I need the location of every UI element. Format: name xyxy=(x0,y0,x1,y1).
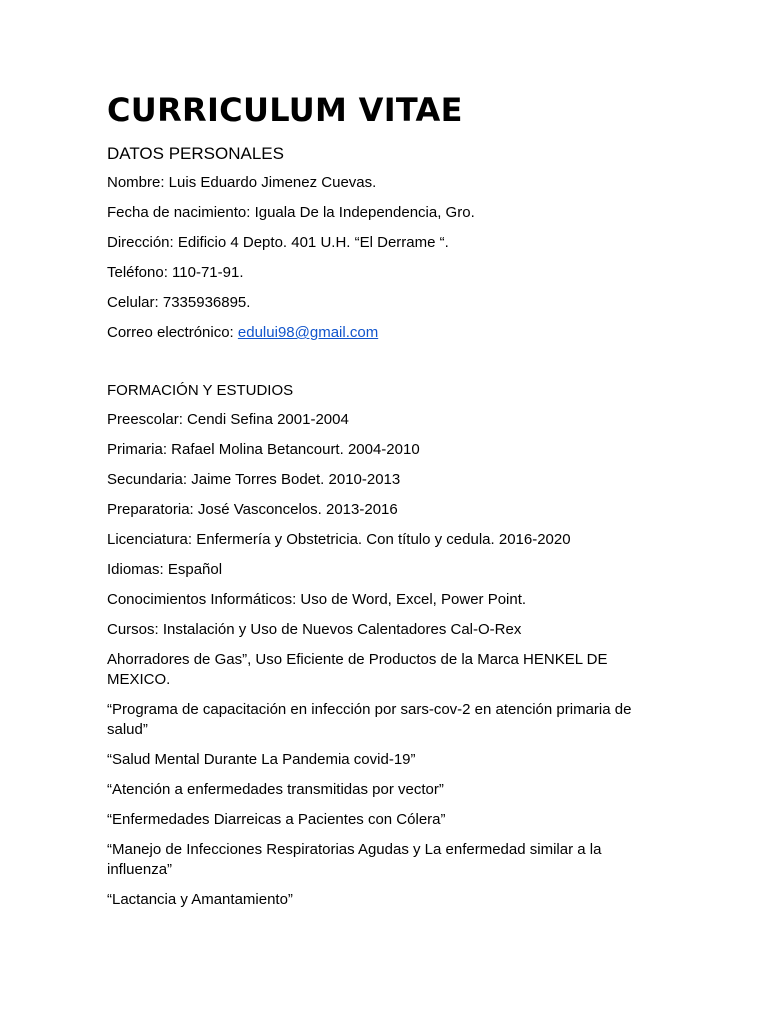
list-item: “Manejo de Infecciones Respiratorias Agudas y La enfermedad similar a la influenza” xyxy=(107,841,602,878)
email-link[interactable]: edului98@gmail.com xyxy=(237,324,379,341)
field-celular: Celular: 7335936895. xyxy=(107,294,251,311)
field-direccion: Dirección: Edificio 4 Depto. 401 U.H. “El Derrame “. xyxy=(107,234,449,251)
field-correo-label: Correo electrónico: xyxy=(107,324,238,341)
list-item: “Programa de capacitación en infección por sars-cov-2 en atención primaria de salud” xyxy=(107,701,632,738)
spacer xyxy=(107,353,647,381)
list-item: “Lactancia y Amantamiento” xyxy=(107,891,293,908)
list-item: Secundaria: Jaime Torres Bodet. 2010-2013 xyxy=(107,471,401,488)
list-item: Idiomas: Español xyxy=(107,561,223,578)
list-item: Licenciatura: Enfermería y Obstetricia. Con título y cedula. 2016-2020 xyxy=(107,531,571,548)
list-item: “Salud Mental Durante La Pandemia covid-19” xyxy=(107,751,416,768)
list-item: Cursos: Instalación y Uso de Nuevos Calentadores Cal-O-Rex xyxy=(107,621,522,638)
section-heading-personal: DATOS PERSONALES xyxy=(107,144,284,163)
section-heading-education: FORMACIÓN Y ESTUDIOS xyxy=(107,382,294,399)
list-item: Primaria: Rafael Molina Betancourt. 2004-2010 xyxy=(107,441,420,458)
list-item: Preescolar: Cendi Sefina 2001-2004 xyxy=(107,411,349,428)
list-item: “Atención a enfermedades transmitidas por vector” xyxy=(107,781,444,798)
list-item: Conocimientos Informáticos: Uso de Word, Excel, Power Point. xyxy=(107,591,527,608)
document-title: CURRICULUM VITAE xyxy=(107,91,463,129)
field-correo xyxy=(107,323,647,343)
field-fecha-nacimiento: Fecha de nacimiento: Iguala De la Independencia, Gro. xyxy=(107,204,475,221)
list-item: Ahorradores de Gas”, Uso Eficiente de Productos de la Marca HENKEL DE MEXICO. xyxy=(107,651,608,688)
list-item: “Enfermedades Diarreicas a Pacientes con Cólera” xyxy=(107,811,446,828)
document-page xyxy=(107,90,647,920)
list-item: Preparatoria: José Vasconcelos. 2013-2016 xyxy=(107,501,398,518)
field-nombre: Nombre: Luis Eduardo Jimenez Cuevas. xyxy=(107,174,377,191)
field-telefono: Teléfono: 110-71-91. xyxy=(107,264,244,281)
